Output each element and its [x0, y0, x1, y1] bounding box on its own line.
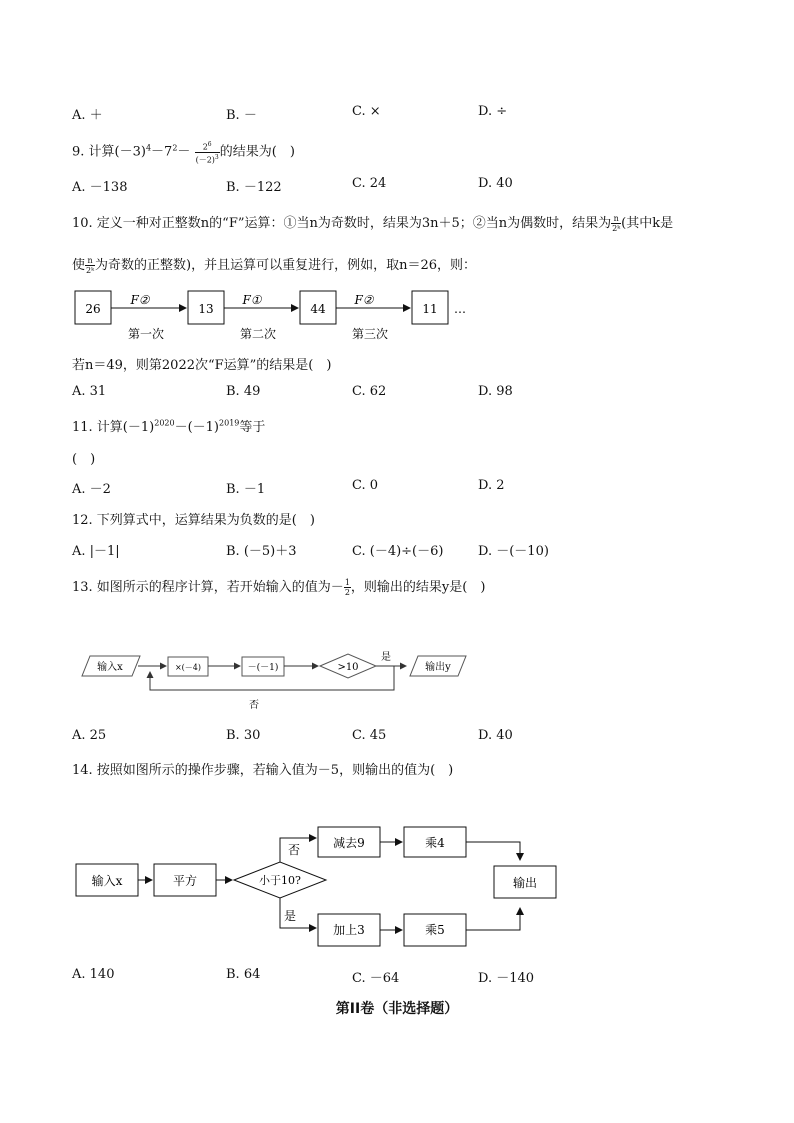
- q14-input-label: 输入x: [91, 874, 123, 888]
- q13-fraction: [344, 578, 351, 597]
- q10-frac2-num: n: [85, 256, 95, 266]
- q14-arrow-4: [466, 842, 520, 860]
- q10-option-c: C. 62: [352, 384, 387, 399]
- q9-frac-den-exp: 3: [214, 153, 219, 161]
- q10-box-3-label: 44: [310, 302, 326, 316]
- q9-option-c: C. 24: [352, 176, 387, 191]
- q9-minus: －: [177, 144, 191, 160]
- q10-diagram: [70, 286, 490, 346]
- q10-step-2: 第二次: [239, 327, 277, 341]
- q13-option-b: B. 30: [226, 728, 261, 743]
- q10-line3: 若n＝49，则第2022次“F运算”的结果是( ): [72, 358, 332, 373]
- q10-option-d: D. 98: [478, 384, 513, 399]
- q11-paren: ( ): [72, 452, 96, 467]
- q10-line2b: 为奇数的正整数)，并且运算可以重复进行，例如，取n＝26，则：: [95, 258, 477, 273]
- q14-arrow-6: [466, 908, 520, 930]
- q10-ellipsis: …: [454, 302, 466, 316]
- q8-option-b: B. －: [226, 108, 257, 123]
- q14-mul4-label: 乘4: [425, 836, 445, 850]
- q13-frac-num: 1: [344, 578, 350, 587]
- q10-step-1: 第一次: [127, 327, 165, 341]
- q10-frac1-den: 2ᵏ: [612, 224, 621, 233]
- q13-post: ，则输出的结果y是( ): [350, 580, 486, 595]
- q13-stem: [72, 576, 485, 597]
- q10-frac1-num: n: [611, 214, 621, 224]
- q14-option-a: A. 140: [72, 967, 115, 982]
- q13-diagram: [78, 642, 478, 714]
- q10-line2a: 使: [72, 258, 86, 273]
- q14-option-b: B. 64: [226, 967, 261, 982]
- q9-exp2: 2: [172, 143, 178, 153]
- q13-op1-label: ×(－4): [174, 663, 202, 672]
- q14-sub9-label: 减去9: [333, 836, 365, 850]
- q14-no-label: 否: [287, 843, 301, 857]
- q10-line1a: 10. 定义一种对正整数n的“F”运算：①当n为奇数时，结果为3n＋5；②当n为偶数时，结果为: [72, 216, 612, 231]
- q9-post: 的结果为( ): [219, 144, 295, 160]
- q9-exp4: 4: [145, 143, 152, 153]
- q10-op-3: F②: [354, 293, 374, 307]
- q14-output-label: 输出: [512, 876, 538, 890]
- q13-no-label: 否: [249, 700, 259, 711]
- q10-option-a: A. 31: [72, 384, 107, 399]
- q13-pre: 13. 如图所示的程序计算，若开始输入的值为－: [72, 580, 344, 595]
- q14-yes-label: 是: [283, 909, 297, 923]
- q10-box-1-label: 26: [85, 302, 101, 316]
- q10-fraction1: [611, 214, 621, 233]
- q14-diagram: [72, 822, 572, 952]
- q11-stem: [72, 416, 265, 435]
- q14-add3-label: 加上3: [333, 923, 365, 937]
- q9-pre: 9. 计算(－3): [72, 144, 146, 160]
- q11-post: 等于: [239, 420, 266, 435]
- q9-frac-num-exp: 6: [207, 141, 212, 148]
- q9-fraction: [195, 140, 220, 164]
- q10-option-b: B. 49: [226, 384, 261, 399]
- q11-option-b: B. －1: [226, 482, 266, 497]
- q10-step-3: 第三次: [351, 327, 389, 341]
- q14-stem: 14. 按照如图所示的操作步骤，若输入值为－5，则输出的值为( ): [72, 763, 454, 778]
- q13-option-a: A. 25: [72, 728, 107, 743]
- q13-input-label: 输入x: [97, 662, 123, 673]
- q10-frac2-den: 2ᵏ: [86, 266, 95, 275]
- section-title: 第II卷（非选择题）: [335, 1001, 459, 1017]
- q14-square-label: 平方: [172, 874, 198, 888]
- q11-option-c: C. 0: [352, 478, 379, 493]
- q14-cond-label: 小于10?: [259, 874, 301, 887]
- q10-fraction2: [85, 256, 95, 275]
- q10-line1: [72, 212, 673, 233]
- q14-mul5-label: 乘5: [425, 923, 445, 937]
- q13-cond-label: >10: [337, 662, 359, 673]
- q9-option-d: D. 40: [478, 176, 513, 191]
- q11-exp2: 2019: [219, 418, 240, 428]
- q9-mid: －7: [151, 144, 173, 160]
- q10-line2: [72, 254, 476, 275]
- q10-op-1: F②: [130, 293, 150, 307]
- q12-option-b: B. (－5)＋3: [226, 544, 297, 559]
- q9-stem: [72, 140, 295, 164]
- q9-option-a: A. －138: [72, 180, 128, 195]
- q10-line1b: (其中k是: [621, 216, 674, 231]
- q13-option-d: D. 40: [478, 728, 513, 743]
- q10-box-4-label: 11: [422, 302, 438, 316]
- q8-option-d: D. ÷: [478, 104, 508, 119]
- q14-option-c: C. －64: [352, 971, 400, 986]
- q13-op2-label: －(－1): [247, 663, 279, 673]
- q12-stem: 12. 下列算式中，运算结果为负数的是( ): [72, 513, 315, 528]
- q9-frac-num: 2: [202, 142, 208, 152]
- q9-option-b: B. －122: [226, 180, 282, 195]
- q8-option-c: C. ×: [352, 104, 381, 119]
- q12-option-c: C. (－4)÷(－6): [352, 544, 444, 559]
- q8-option-a: A. ＋: [72, 108, 103, 123]
- q11-option-d: D. 2: [478, 478, 505, 493]
- q12-option-a: A. |－1|: [72, 544, 120, 559]
- q11-option-a: A. －2: [72, 482, 111, 497]
- q9-frac-den: (－2): [195, 155, 215, 165]
- q10-op-2: F①: [242, 293, 262, 307]
- q12-option-d: D. －(－10): [478, 544, 549, 559]
- q11-exp1: 2020: [154, 418, 175, 428]
- q11-mid: －(－1): [174, 420, 220, 435]
- q13-output-label: 输出y: [425, 662, 451, 673]
- q10-box-2-label: 13: [198, 302, 214, 316]
- q14-option-d: D. －140: [478, 971, 535, 986]
- q13-frac-den: 2: [344, 588, 350, 597]
- q13-option-c: C. 45: [352, 728, 387, 743]
- q11-pre: 11. 计算(－1): [72, 420, 155, 435]
- q13-yes-label: 是: [381, 652, 391, 663]
